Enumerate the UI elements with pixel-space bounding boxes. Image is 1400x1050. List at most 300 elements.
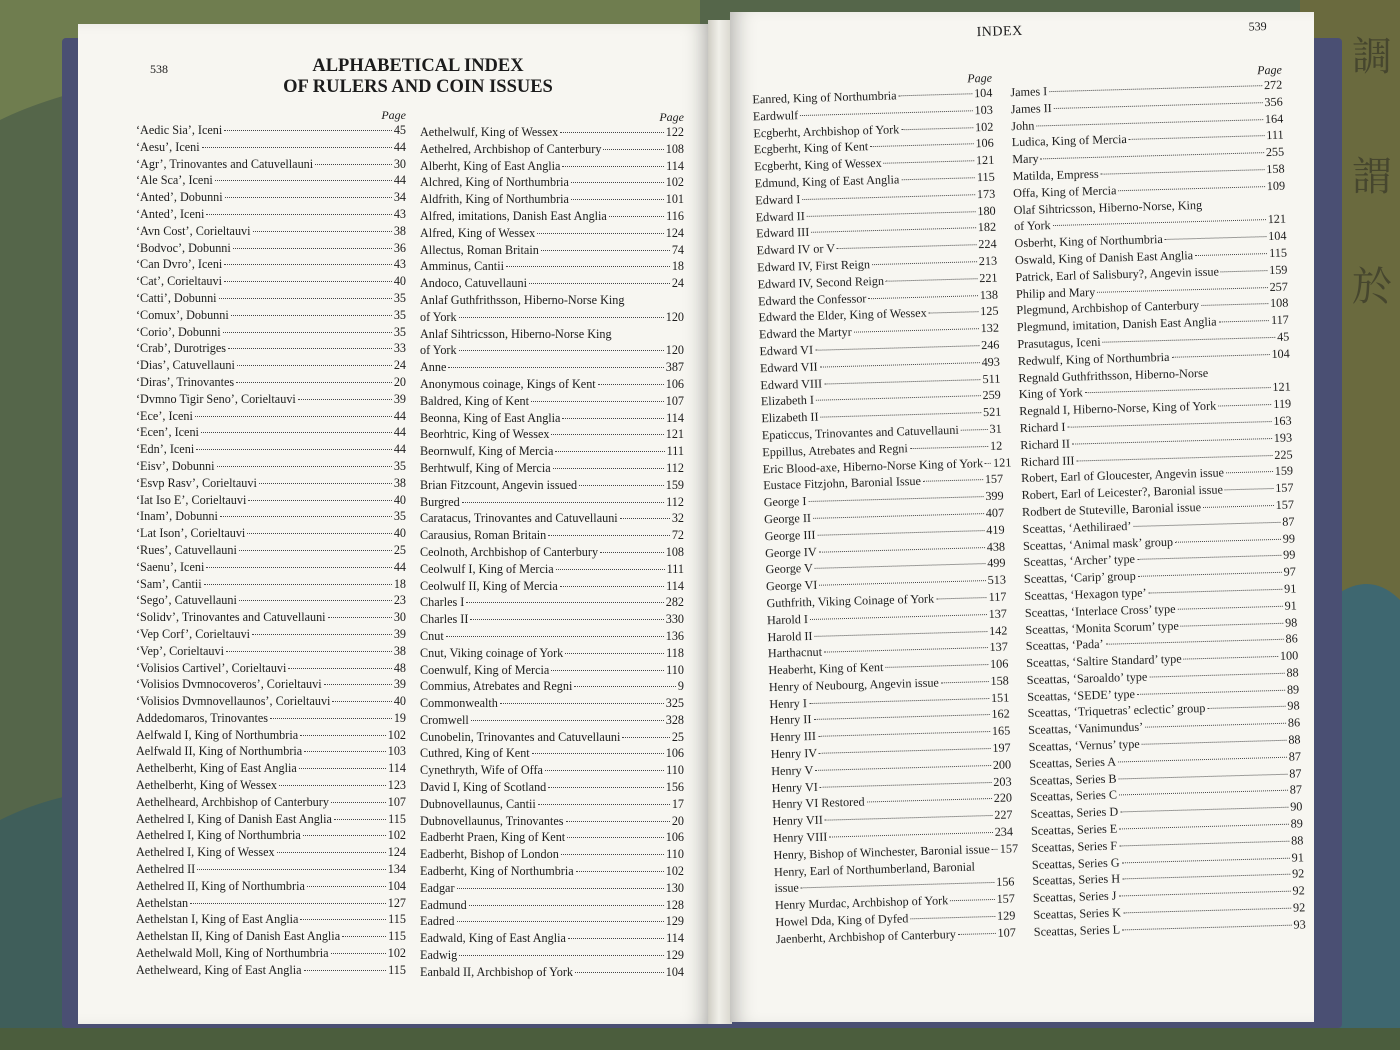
- leader-dots: [1138, 572, 1282, 577]
- leader-dots: [1175, 538, 1281, 542]
- entry-name: ‘Anted’, Iceni: [136, 206, 205, 221]
- entry-page: 24: [393, 358, 406, 373]
- entry-name: Henry Murdac, Archbishop of York: [774, 893, 949, 913]
- entry-page: 156: [995, 874, 1015, 890]
- index-entry: [420, 678, 684, 695]
- leader-dots: [1171, 354, 1269, 358]
- entry-page: 157: [984, 471, 1004, 487]
- entry-page: 106: [665, 746, 684, 761]
- entry-name: ‘Sam’, Cantii: [136, 576, 202, 591]
- entry-page: 102: [665, 864, 684, 879]
- entry-name: Edward II: [755, 208, 805, 224]
- leader-dots: [562, 166, 664, 167]
- leader-dots: [813, 513, 984, 519]
- entry-name: ‘Dias’, Catuvellauni: [136, 358, 235, 373]
- entry-page: 121: [665, 427, 684, 442]
- index-entry: [136, 340, 406, 357]
- entry-name: Eadmund: [420, 897, 467, 912]
- entry-page: 45: [1276, 329, 1290, 344]
- leader-dots: [288, 668, 391, 669]
- leader-dots: [215, 180, 392, 181]
- index-entry: [420, 695, 684, 712]
- entry-name: Cnut: [420, 628, 444, 643]
- entry-page: 104: [973, 85, 993, 101]
- entry-name: Regnald Guthfrithsson, Hiberno-Norse: [1018, 365, 1209, 385]
- leader-dots: [225, 197, 392, 198]
- index-entry: [420, 645, 684, 662]
- entry-name: ‘Inam’, Dobunni: [136, 509, 218, 524]
- entry-name: Ecgberht, Archbishop of York: [753, 121, 900, 140]
- leader-dots: [334, 819, 386, 820]
- leader-dots: [231, 315, 392, 316]
- leader-dots: [961, 429, 988, 431]
- index-entry: [420, 510, 684, 527]
- entry-name: Alfred, imitations, Danish East Anglia: [420, 208, 607, 223]
- index-entry: [136, 911, 406, 928]
- entry-name: ‘Ecen’, Iceni: [136, 425, 199, 440]
- index-entry: [420, 863, 684, 880]
- entry-name: Ludica, King of Mercia: [1011, 132, 1127, 150]
- leader-dots: [224, 264, 392, 265]
- entry-page: 104: [1267, 228, 1287, 244]
- entry-page: 93: [1293, 917, 1306, 932]
- left-page: [78, 24, 710, 1024]
- entry-name: James II: [1010, 100, 1052, 116]
- entry-page: 39: [393, 626, 406, 641]
- entry-page: 91: [1284, 598, 1297, 613]
- leader-dots: [603, 149, 663, 150]
- entry-name: ‘Catti’, Dobunni: [136, 290, 217, 305]
- entry-page: 120: [665, 309, 684, 324]
- index-entry: [136, 576, 406, 593]
- entry-name: Richard II: [1020, 436, 1071, 452]
- entry-page: 165: [991, 723, 1011, 739]
- index-entry: [420, 494, 684, 511]
- leader-dots: [247, 533, 391, 534]
- entry-name: Rodbert de Stuteville, Baronial issue: [1021, 499, 1202, 519]
- index-entry: [420, 964, 684, 981]
- entry-name: Cromwell: [420, 712, 469, 727]
- index-entry: [136, 525, 406, 542]
- entry-page: 114: [388, 761, 406, 776]
- index-entry: [136, 441, 406, 458]
- entry-name: Berhtwulf, King of Mercia: [420, 460, 551, 475]
- entry-name: Sceattas, Series H: [1032, 871, 1121, 889]
- entry-page: 40: [393, 492, 406, 507]
- index-entry: [136, 240, 406, 257]
- leader-dots: [1207, 706, 1285, 709]
- leader-dots: [551, 670, 664, 671]
- leader-dots: [1122, 874, 1290, 880]
- entry-page: 35: [393, 290, 406, 305]
- entry-page: 104: [1271, 346, 1290, 361]
- entry-name: Sceattas, ‘Triquetras’ eclectic’ group: [1027, 701, 1206, 721]
- entry-page: 117: [988, 589, 1007, 604]
- leader-dots: [886, 278, 977, 282]
- leader-dots: [239, 550, 392, 551]
- entry-name: Eric Blood-axe, Hiberno-Norse King of York: [762, 455, 984, 476]
- entry-name: Eardwulf: [752, 107, 799, 124]
- leader-dots: [328, 617, 392, 618]
- index-entry: [420, 292, 684, 326]
- leader-dots: [1218, 404, 1271, 406]
- entry-page: 493: [981, 354, 1001, 369]
- entry-page: 129: [665, 914, 684, 929]
- entry-page: 499: [987, 555, 1006, 571]
- entry-page: 19: [393, 710, 406, 725]
- entry-name-continued: of York: [420, 309, 457, 324]
- entry-page: 159: [665, 477, 684, 492]
- leader-dots: [239, 600, 392, 601]
- entry-name: Ceolnoth, Archbishop of Canterbury: [420, 544, 599, 559]
- entry-name: Beornwulf, King of Mercia: [420, 444, 554, 459]
- entry-name: Ceolwulf I, King of Mercia: [420, 561, 554, 576]
- entry-name: Amminus, Cantii: [420, 259, 504, 274]
- entry-page: 103: [387, 744, 406, 759]
- title-line-1: ALPHABETICAL INDEX: [312, 56, 524, 76]
- entry-name: Edward IV, Second Reign: [757, 273, 885, 292]
- index-entry: [136, 206, 406, 223]
- entry-page: 17: [671, 796, 684, 811]
- entry-page: 102: [387, 828, 406, 843]
- entry-page: 36: [393, 240, 406, 255]
- entry-name: ‘Comux’, Dobunni: [136, 307, 229, 322]
- entry-page: 129: [996, 908, 1016, 923]
- calligraphy-mark: 調: [1352, 34, 1392, 80]
- entry-name: Edward VI: [759, 342, 814, 359]
- index-entry: [420, 124, 684, 141]
- entry-page: 104: [387, 878, 406, 893]
- entry-name: Aethelheard, Archbishop of Canterbury: [136, 794, 329, 809]
- index-entry: [136, 660, 406, 677]
- index-entry: [420, 712, 684, 729]
- leader-dots: [190, 903, 386, 904]
- index-entry: [420, 930, 684, 947]
- entry-page: 132: [980, 320, 1000, 336]
- leader-dots: [1054, 102, 1263, 109]
- entry-page: 12: [989, 438, 1003, 453]
- entry-name: Robert, Earl of Gloucester, Angevin issue: [1020, 465, 1225, 486]
- leader-dots: [571, 182, 664, 183]
- index-entry: [136, 844, 406, 861]
- entry-name: George II: [763, 510, 812, 527]
- leader-dots: [219, 298, 392, 299]
- entry-name: Sceattas, Series D: [1030, 804, 1119, 822]
- entry-page: 18: [671, 259, 684, 274]
- entry-name: Henry V: [771, 762, 814, 779]
- entry-name: Sceattas, Series E: [1030, 821, 1118, 838]
- leader-dots: [800, 110, 972, 116]
- leader-dots: [541, 250, 670, 251]
- leader-dots: [561, 854, 664, 855]
- entry-page: 259: [982, 387, 1001, 403]
- entry-page: 20: [671, 813, 684, 828]
- entry-page: 255: [1265, 144, 1285, 160]
- entry-page: 225: [1274, 446, 1293, 462]
- index-entry: [136, 928, 406, 945]
- leader-dots: [824, 379, 980, 384]
- entry-name: Aethelberht, King of Wessex: [136, 778, 277, 793]
- leader-dots: [810, 614, 987, 620]
- entry-page: 99: [1282, 530, 1296, 546]
- leader-dots: [802, 194, 975, 200]
- leader-dots: [1123, 908, 1291, 914]
- entry-page: 35: [393, 324, 406, 339]
- entry-page: 88: [1286, 665, 1299, 680]
- leader-dots: [448, 367, 663, 368]
- leader-dots: [936, 597, 987, 599]
- entry-page: 43: [393, 257, 406, 272]
- entry-page: 101: [665, 192, 684, 207]
- leader-dots: [279, 785, 386, 786]
- entry-name: George VI: [765, 577, 818, 594]
- leader-dots: [556, 569, 665, 570]
- leader-dots: [217, 466, 392, 467]
- leader-dots: [299, 768, 386, 769]
- leader-dots: [579, 485, 664, 486]
- leader-dots: [870, 144, 973, 148]
- leader-dots: [819, 748, 990, 754]
- index-entry: [136, 710, 406, 727]
- entry-page: 31: [989, 421, 1002, 436]
- index-entry: [136, 743, 406, 760]
- entry-name: James I: [1010, 84, 1048, 100]
- leader-dots: [821, 412, 981, 417]
- entry-name: Henry VII: [772, 812, 823, 829]
- entry-page: 25: [393, 542, 406, 557]
- entry-name: ‘Cat’, Corieltauvi: [136, 274, 222, 289]
- entry-page: 234: [994, 824, 1014, 839]
- leader-dots: [500, 703, 664, 704]
- entry-page: 30: [393, 156, 406, 171]
- index-entry: [136, 559, 406, 576]
- leader-dots: [901, 127, 973, 130]
- index-entry: [420, 544, 684, 561]
- entry-name: Anlaf Sihtricsson, Hiberno-Norse King: [420, 326, 612, 341]
- calligraphy-mark: 謂: [1352, 154, 1392, 200]
- index-entry: [136, 626, 406, 643]
- entry-name: Ecgberht, King of Wessex: [754, 156, 882, 174]
- leader-dots: [1119, 824, 1288, 830]
- entry-name: Ecgberht, King of Kent: [753, 139, 869, 157]
- entry-name: Baldred, King of Kent: [420, 393, 529, 408]
- index-entry: [136, 273, 406, 290]
- entry-name: Eadwig: [420, 948, 458, 963]
- index-column-2: [420, 110, 684, 981]
- index-entry: [420, 527, 684, 544]
- entry-name: Anonymous coinage, Kings of Kent: [420, 376, 596, 391]
- entry-page: 203: [993, 774, 1012, 789]
- leader-dots: [929, 312, 979, 314]
- entry-name: Robert, Earl of Leicester?, Baronial issue: [1021, 482, 1224, 503]
- entry-page: 200: [992, 757, 1012, 772]
- entry-page: 33: [393, 341, 406, 356]
- entry-page: 115: [388, 929, 406, 944]
- entry-page: 121: [992, 454, 1012, 470]
- index-entry: [420, 477, 684, 494]
- leader-dots: [1118, 891, 1290, 897]
- entry-page: 114: [666, 158, 684, 173]
- entry-name: ‘Ale Sca’, Iceni: [136, 173, 213, 188]
- index-entry: [136, 391, 406, 408]
- index-entry: [136, 357, 406, 374]
- entry-page: 102: [974, 119, 994, 134]
- leader-dots: [818, 731, 990, 737]
- entry-name: Olaf Sihtricsson, Hiberno-Norse, King: [1013, 197, 1203, 217]
- leader-dots: [206, 214, 391, 215]
- entry-name: Sceattas, ‘Vernus’ type: [1028, 736, 1140, 755]
- entry-page: 438: [986, 539, 1006, 554]
- leader-dots: [815, 345, 979, 351]
- leader-dots: [236, 382, 392, 383]
- entry-page: 180: [977, 203, 996, 218]
- entry-page: 257: [1269, 279, 1289, 294]
- entry-page: 44: [393, 442, 406, 457]
- entry-name: Aethelred I, King of Danish East Anglia: [136, 811, 332, 826]
- entry-page: 116: [666, 208, 684, 223]
- index-entry: [136, 324, 406, 341]
- entry-name: Henry, Bishop of Winchester, Baronial issue: [773, 841, 990, 862]
- entry-name: Sceattas, ‘Aethiliraed’: [1022, 518, 1132, 536]
- entry-name: Edward III: [756, 225, 810, 241]
- leader-dots: [551, 434, 663, 435]
- entry-page: 92: [1291, 866, 1305, 882]
- index-entry: [136, 727, 406, 744]
- index-entry: [136, 307, 406, 324]
- entry-name: ‘Eisv’, Dobunni: [136, 458, 215, 473]
- index-title: [258, 56, 578, 98]
- entry-name: Regnald I, Hiberno-Norse, King of York: [1019, 398, 1217, 419]
- index-entry: [420, 208, 684, 225]
- leader-dots: [1225, 488, 1273, 490]
- leader-dots: [1076, 455, 1272, 461]
- entry-page: 513: [987, 572, 1007, 588]
- entry-name: ‘Anted’, Dobunni: [136, 190, 223, 205]
- leader-dots: [571, 199, 664, 200]
- entry-name: Addedomaros, Trinovantes: [136, 710, 269, 725]
- index-entry: [136, 508, 406, 525]
- entry-page: 407: [985, 505, 1005, 520]
- entry-name: Aethelred II, King of Northumbria: [136, 878, 305, 893]
- leader-dots: [1085, 387, 1271, 393]
- entry-page: 115: [388, 811, 406, 826]
- leader-dots: [331, 953, 386, 954]
- entry-page: 325: [665, 696, 684, 711]
- entry-page: 110: [666, 763, 684, 778]
- entry-name: Plegmund, Archbishop of Canterbury: [1016, 298, 1200, 318]
- leader-dots: [1119, 841, 1289, 847]
- entry-page: 45: [393, 123, 406, 137]
- leader-dots: [277, 852, 386, 853]
- leader-dots: [298, 399, 392, 400]
- index-entry: [136, 189, 406, 206]
- leader-dots: [1142, 740, 1287, 745]
- leader-dots: [837, 244, 976, 249]
- entry-page: 109: [1266, 178, 1286, 193]
- leader-dots: [816, 395, 981, 401]
- entry-page: 30: [393, 610, 406, 625]
- entry-page: 157: [996, 891, 1016, 907]
- leader-dots: [560, 586, 664, 587]
- leader-dots: [196, 449, 392, 450]
- index-entry: [420, 561, 684, 578]
- leader-dots: [901, 177, 975, 180]
- entry-name: Osberht, King of Northumbria: [1014, 232, 1163, 251]
- leader-dots: [233, 248, 392, 249]
- entry-name: Edward the Martyr: [758, 324, 852, 342]
- page-number: 538: [150, 62, 168, 76]
- index-entry: [420, 393, 684, 410]
- index-entry: [420, 779, 684, 796]
- entry-page: 86: [1287, 715, 1301, 730]
- entry-name: Edward VII: [759, 359, 818, 376]
- leader-dots: [202, 147, 392, 148]
- entry-page: 115: [976, 169, 995, 185]
- entry-name: Cuthred, King of Kent: [420, 746, 530, 761]
- entry-page: 127: [387, 895, 406, 910]
- leader-dots: [576, 871, 664, 872]
- entry-name: Aelfwald I, King of Northumbria: [136, 727, 299, 742]
- index-entry: [136, 827, 406, 844]
- entry-page: 115: [388, 962, 406, 977]
- entry-name: George IV: [764, 544, 817, 560]
- leader-dots: [545, 770, 664, 771]
- entry-name: ‘Edn’, Iceni: [136, 442, 195, 457]
- entry-name: George III: [764, 527, 816, 543]
- leader-dots: [206, 567, 391, 568]
- leader-dots: [567, 837, 664, 838]
- entry-name: Dubnovellaunus, Trinovantes: [420, 813, 564, 828]
- entry-name: Andoco, Catuvellauni: [420, 276, 527, 291]
- entry-page: 100: [1279, 648, 1299, 663]
- entry-page: 35: [393, 509, 406, 524]
- leader-dots: [204, 584, 392, 585]
- entry-name: Aethelwald Moll, King of Northumbria: [136, 946, 329, 961]
- entry-name: Commius, Atrebates and Regni: [420, 679, 573, 694]
- leader-dots: [459, 317, 664, 318]
- index-entry: [420, 225, 684, 242]
- index-entry: [136, 794, 406, 811]
- entry-page: 114: [666, 410, 684, 425]
- entry-page: 107: [997, 925, 1017, 940]
- index-entry: [136, 676, 406, 693]
- leader-dots: [538, 804, 670, 805]
- entry-name: Aldfrith, King of Northumbria: [420, 192, 569, 207]
- entry-name: Sceattas, Series F: [1031, 838, 1118, 855]
- entry-page: 128: [665, 897, 684, 912]
- leader-dots: [457, 921, 664, 922]
- entry-name: ‘Saenu’, Iceni: [136, 559, 205, 574]
- leader-dots: [220, 516, 392, 517]
- entry-name: Eppillus, Atrebates and Regni: [762, 440, 908, 460]
- leader-dots: [819, 580, 985, 586]
- leader-dots: [1041, 152, 1264, 159]
- index-entry: [420, 662, 684, 679]
- entry-page: 18: [393, 576, 406, 591]
- leader-dots: [958, 933, 996, 935]
- index-entry: [136, 408, 406, 425]
- leader-dots: [237, 365, 392, 366]
- entry-page: 158: [990, 673, 1009, 688]
- leader-dots: [884, 160, 974, 164]
- index-entry: [136, 223, 406, 240]
- entry-name: Edward VIII: [760, 376, 823, 392]
- entry-page: 24: [671, 276, 684, 291]
- entry-page: 104: [665, 964, 684, 979]
- leader-dots: [1129, 136, 1265, 141]
- entry-name: Sceattas, ‘Vanimundus’: [1027, 720, 1144, 738]
- entry-name: Eadberht, King of Northumbria: [420, 864, 574, 879]
